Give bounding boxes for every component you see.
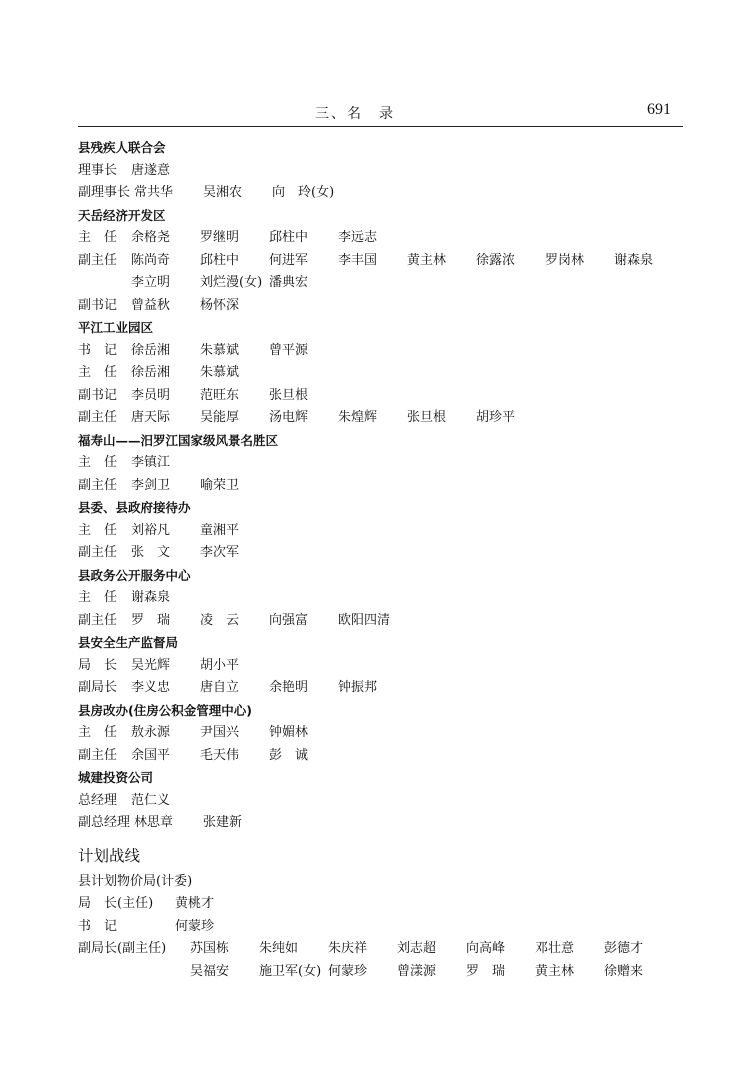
person-name: 罗继明	[200, 230, 240, 245]
person-name: 唐遂意	[131, 162, 171, 178]
position-row	[78, 272, 678, 295]
person-name: 何进军	[269, 252, 309, 268]
position-row	[78, 250, 678, 273]
position-row	[78, 655, 678, 678]
organization-heading: 县政务公开服务中心	[78, 567, 191, 583]
person-name: 徐岳湘	[131, 365, 171, 380]
position-row	[78, 722, 678, 745]
person-name: 唐天际	[131, 410, 171, 425]
person-name: 谢森泉	[131, 590, 171, 605]
person-name: 欧阳四清	[338, 612, 391, 628]
person-name: 毛天伟	[200, 747, 240, 763]
person-name: 范旺东	[200, 387, 240, 403]
organization-heading: 平江工业园区	[78, 320, 154, 335]
position-title: 副主任	[78, 747, 118, 763]
organization-heading: 县计划物价局(计委)	[78, 873, 193, 889]
person-name: 胡小平	[200, 657, 240, 673]
running-header	[0, 103, 750, 123]
person-name: 何蒙珍	[328, 963, 368, 979]
position-title: 副理事长	[78, 185, 131, 200]
position-row	[78, 961, 678, 984]
position-title: 局 长(主任)	[78, 896, 154, 911]
position-row	[78, 790, 678, 813]
position-title: 副书记	[78, 297, 118, 313]
position-row	[78, 362, 678, 385]
position-row	[78, 520, 678, 543]
person-name: 邱柱中	[200, 252, 240, 268]
position-title: 书 记	[78, 918, 118, 934]
position-title: 副局长	[78, 680, 118, 695]
directory-content	[78, 137, 678, 983]
position-row	[78, 475, 678, 498]
person-name: 李立明	[131, 275, 171, 290]
person-name: 李远志	[338, 230, 378, 245]
person-name: 陈尚奇	[131, 252, 171, 268]
person-name: 李剑卫	[131, 477, 171, 493]
position-title: 主 任	[78, 590, 118, 605]
section-heading: 计划战线	[78, 846, 141, 865]
person-name: 范仁义	[131, 792, 171, 808]
header-rule	[78, 126, 683, 127]
person-name: 凌 云	[200, 612, 240, 628]
person-name: 罗岗林	[545, 252, 585, 268]
position-title: 局 长	[78, 657, 118, 673]
position-title: 主 任	[78, 365, 118, 380]
header-title: 三、名 录	[315, 106, 395, 122]
organization-heading: 福寿山——汨罗江国家级风景名胜区	[78, 432, 279, 448]
position-row	[78, 385, 678, 408]
person-name: 朱煌辉	[338, 410, 378, 425]
organization-heading: 县委、县政府接待办	[78, 500, 191, 515]
person-name: 林思章	[134, 815, 174, 830]
position-title: 主 任	[78, 455, 118, 470]
person-name: 余艳明	[269, 680, 309, 695]
person-name: 刘志超	[397, 941, 437, 956]
person-name: 吴光辉	[131, 657, 171, 673]
position-row	[78, 542, 678, 565]
position-row	[78, 407, 678, 430]
position-title: 副主任	[78, 612, 118, 628]
person-name: 黄主林	[535, 963, 575, 979]
person-name: 朱慕斌	[200, 342, 240, 358]
position-title: 副主任	[78, 252, 118, 268]
person-name: 曾漾源	[397, 963, 437, 979]
person-name: 彭德才	[604, 941, 644, 956]
person-name: 李义忠	[131, 680, 171, 695]
person-name: 敖永源	[131, 725, 171, 740]
position-title: 副局长(副主任)	[78, 941, 167, 956]
person-name: 徐赠来	[604, 963, 644, 979]
person-name: 罗 瑞	[131, 612, 171, 628]
person-name: 邱柱中	[269, 230, 309, 245]
organization-heading: 县残疾人联合会	[78, 140, 166, 155]
person-name: 邓壮意	[535, 941, 575, 956]
position-row	[78, 452, 678, 475]
person-name: 朱庆祥	[328, 941, 368, 956]
person-name: 彭 诚	[269, 747, 309, 763]
person-name: 刘烂漫(女)	[200, 275, 263, 290]
position-row	[78, 227, 678, 250]
person-name: 刘裕凡	[131, 522, 171, 538]
person-name: 向强富	[269, 612, 309, 628]
organization-heading: 县安全生产监督局	[78, 635, 179, 650]
position-row	[78, 893, 678, 916]
person-name: 曾益秋	[131, 297, 171, 313]
position-row	[78, 182, 678, 205]
organization-heading: 县房改办(住房公积金管理中心)	[78, 702, 252, 718]
person-name: 尹国兴	[200, 725, 240, 740]
position-title: 副主任	[78, 410, 118, 425]
person-name: 潘典宏	[269, 275, 309, 290]
person-name: 喻荣卫	[200, 477, 240, 493]
person-name: 徐露浓	[476, 252, 516, 268]
person-name: 何蒙珍	[175, 918, 215, 934]
person-name: 李丰国	[338, 252, 378, 268]
person-name: 李员明	[131, 387, 171, 403]
person-name: 张 文	[131, 545, 171, 560]
person-name: 吴湘农	[203, 185, 243, 200]
person-name: 向 玲(女)	[272, 185, 335, 200]
person-name: 张建新	[203, 815, 243, 830]
person-name: 胡珍平	[476, 410, 516, 425]
person-name: 张旦根	[407, 410, 447, 425]
position-row	[78, 295, 678, 318]
position-title: 副主任	[78, 545, 118, 560]
position-title: 副主任	[78, 477, 118, 493]
person-name: 谢森泉	[614, 252, 654, 268]
position-title: 副书记	[78, 387, 118, 403]
person-name: 吴能厚	[200, 410, 240, 425]
position-row	[78, 677, 678, 700]
person-name: 吴福安	[190, 963, 230, 979]
person-name: 朱慕斌	[200, 365, 240, 380]
position-title: 副总经理	[78, 815, 131, 830]
person-name: 向高峰	[466, 941, 506, 956]
person-name: 苏国栋	[190, 941, 230, 956]
person-name: 汤电辉	[269, 410, 309, 425]
person-name: 李次军	[200, 545, 240, 560]
position-title: 主 任	[78, 725, 118, 740]
person-name: 李镇江	[131, 455, 171, 470]
person-name: 常共华	[134, 185, 174, 200]
person-name: 徐岳湘	[131, 342, 171, 358]
position-title: 主 任	[78, 230, 118, 245]
person-name: 张旦根	[269, 387, 309, 403]
position-row	[78, 610, 678, 633]
position-row	[78, 812, 678, 835]
person-name: 杨怀深	[200, 297, 240, 313]
position-row	[78, 160, 678, 183]
position-title: 主 任	[78, 522, 118, 538]
person-name: 罗 瑞	[466, 963, 506, 979]
person-name: 唐自立	[200, 680, 240, 695]
position-row	[78, 938, 678, 961]
position-title: 总经理	[78, 792, 118, 808]
person-name: 黄桃才	[175, 896, 215, 911]
person-name: 钟振邦	[338, 680, 378, 695]
position-title: 理事长	[78, 162, 118, 178]
page-number: 691	[647, 101, 671, 118]
person-name: 黄主林	[407, 252, 447, 268]
organization-heading: 天岳经济开发区	[78, 207, 166, 223]
person-name: 施卫军(女)	[259, 963, 322, 979]
person-name: 钟媚林	[269, 725, 309, 740]
position-row	[78, 916, 678, 939]
position-row	[78, 745, 678, 768]
person-name: 曾平源	[269, 342, 309, 358]
person-name: 朱纯如	[259, 941, 299, 956]
position-row	[78, 340, 678, 363]
person-name: 余国平	[131, 747, 171, 763]
person-name: 童湘平	[200, 522, 240, 538]
organization-heading: 城建投资公司	[78, 770, 154, 785]
position-title: 书 记	[78, 342, 118, 358]
position-row	[78, 587, 678, 610]
person-name: 余格尧	[131, 230, 171, 245]
